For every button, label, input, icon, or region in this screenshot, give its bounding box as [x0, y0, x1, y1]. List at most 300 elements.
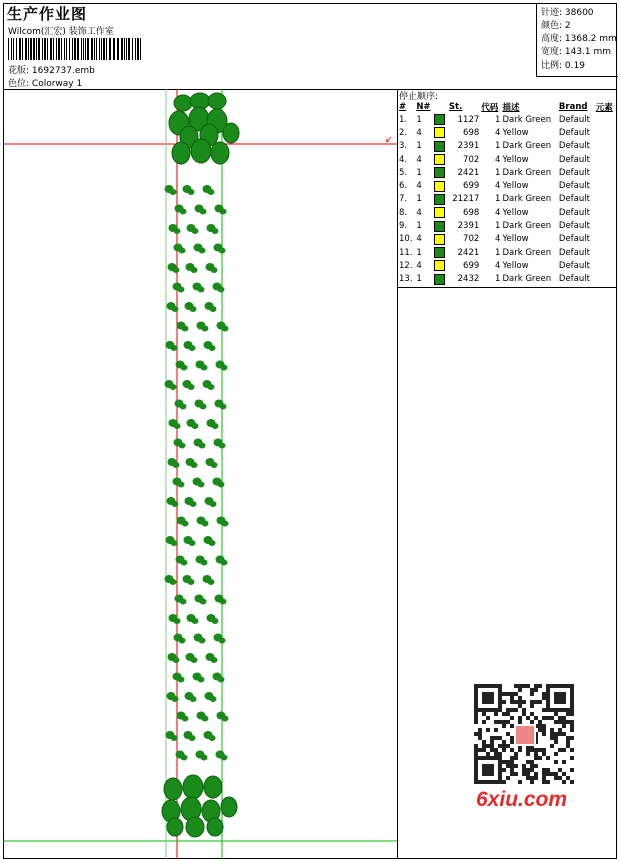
leaf-small — [208, 579, 215, 585]
qr-module — [526, 748, 530, 752]
leaf-small — [181, 755, 188, 761]
barcode-bar — [72, 38, 73, 60]
barcode-bar — [117, 38, 119, 60]
col-index: # — [399, 101, 407, 112]
leaf-large — [204, 776, 222, 798]
qr-module — [502, 724, 506, 728]
design-width: 宽度: 143.1 mm — [541, 47, 612, 57]
leaf-small — [173, 267, 180, 273]
leaf-small — [192, 618, 199, 624]
qr-module — [490, 748, 494, 752]
sequence-row — [398, 273, 616, 286]
qr-module — [534, 700, 538, 704]
qr-module — [510, 724, 514, 728]
qr-module — [502, 748, 506, 752]
seq-element — [595, 219, 616, 232]
qr-module — [566, 720, 570, 724]
qr-module — [558, 720, 562, 724]
colorway-name: Colorway 1 — [31, 79, 83, 89]
qr-module — [522, 768, 526, 772]
qr-module — [554, 712, 558, 716]
barcode — [8, 38, 144, 60]
leaf-small — [180, 209, 187, 215]
qr-module — [554, 760, 558, 764]
qr-module — [546, 772, 550, 776]
color-swatch — [434, 221, 445, 232]
barcode-bar — [74, 38, 76, 60]
leaf-small — [209, 540, 216, 546]
seq-needle: 4 — [416, 207, 422, 218]
leaf-small — [219, 443, 226, 449]
seq-swatch — [433, 219, 447, 232]
barcode-bar — [28, 38, 29, 60]
seq-stitches: 2391 — [457, 221, 480, 232]
qr-module — [506, 764, 510, 768]
seq-code: 1 — [495, 194, 501, 205]
seq-code: 1 — [495, 247, 501, 258]
qr-module — [562, 732, 566, 736]
leaf-small — [219, 638, 226, 644]
seq-index: 1. — [399, 114, 408, 125]
barcode-bar — [109, 38, 111, 60]
qr-module — [510, 756, 514, 760]
seq-element — [595, 153, 616, 166]
seq-stitches: 2391 — [457, 141, 480, 152]
leaf-small — [209, 345, 216, 351]
qr-module — [534, 764, 538, 768]
qr-module — [534, 684, 538, 688]
leaf-small — [212, 423, 219, 429]
qr-module — [510, 700, 514, 704]
seq-stitches: 702 — [463, 234, 480, 245]
leaf-small — [182, 326, 189, 332]
color-swatch — [434, 274, 445, 285]
qr-module — [542, 696, 546, 700]
seq-swatch — [433, 233, 447, 246]
barcode-bar — [56, 38, 57, 60]
seq-brand: Default — [558, 274, 590, 285]
qr-module — [566, 776, 570, 780]
leaf-small — [189, 735, 196, 741]
leaf-small — [220, 209, 227, 215]
qr-module — [538, 756, 542, 760]
leaf-small — [179, 638, 186, 644]
seq-needle: 4 — [416, 260, 422, 271]
qr-module — [506, 776, 510, 780]
leaf-small — [190, 696, 197, 702]
qr-module — [474, 716, 478, 720]
color-swatch — [434, 154, 445, 165]
color-swatch — [434, 114, 445, 125]
qr-module — [558, 776, 562, 780]
qr-module — [530, 704, 534, 708]
qr-module — [558, 732, 562, 736]
qr-module — [542, 728, 546, 732]
barcode-bar — [85, 38, 86, 60]
qr-module — [518, 696, 522, 700]
seq-stitches: 1127 — [457, 114, 480, 125]
leaf-small — [202, 326, 209, 332]
qr-module — [570, 720, 574, 724]
sequence-row — [398, 233, 616, 246]
qr-module — [550, 736, 554, 740]
sequence-row — [398, 126, 616, 139]
seq-stitches: 699 — [463, 260, 480, 271]
qr-finder — [554, 692, 566, 704]
seq-element — [595, 140, 616, 153]
qr-module — [506, 744, 510, 748]
qr-module — [522, 708, 526, 712]
barcode-bar — [13, 38, 14, 60]
qr-module — [482, 744, 486, 748]
qr-module — [542, 752, 546, 756]
qr-module — [510, 768, 514, 772]
leaf-small — [221, 560, 228, 566]
qr-module — [562, 748, 566, 752]
qr-module — [566, 712, 570, 716]
qr-module — [494, 748, 498, 752]
seq-index: 13. — [399, 274, 413, 285]
qr-module — [550, 728, 554, 732]
qr-module — [510, 692, 514, 696]
barcode-bar — [50, 38, 52, 60]
qr-module — [526, 760, 530, 764]
seq-stitches: 21217 — [452, 194, 480, 205]
qr-module — [558, 728, 562, 732]
seq-code: 4 — [495, 181, 501, 192]
seq-stitches: 2421 — [457, 247, 480, 258]
seq-description: Dark Green — [502, 221, 552, 232]
color-swatch — [434, 247, 445, 258]
leaf-small — [209, 735, 216, 741]
qr-module — [550, 772, 554, 776]
qr-module — [510, 708, 514, 712]
qr-module — [498, 736, 502, 740]
barcode-bar — [140, 38, 141, 60]
qr-module — [542, 732, 546, 736]
leaf-small — [179, 443, 186, 449]
sequence-row — [398, 259, 616, 272]
leaf-small — [208, 189, 215, 195]
qr-module — [518, 688, 522, 692]
barcode-bar — [38, 38, 40, 60]
page-title: 生产作业图 — [7, 5, 88, 23]
qr-module — [494, 728, 498, 732]
qr-module — [502, 768, 506, 772]
seq-description: Yellow — [502, 260, 529, 271]
barcode-bar — [30, 38, 32, 60]
qr-module — [562, 716, 566, 720]
seq-element — [595, 246, 616, 259]
seq-needle: 4 — [416, 154, 422, 165]
seq-swatch — [433, 140, 447, 153]
qr-module — [570, 780, 574, 784]
seq-brand: Default — [558, 260, 590, 271]
seq-brand: Default — [558, 181, 590, 192]
seq-description: Dark Green — [502, 247, 552, 258]
seq-brand: Default — [558, 127, 590, 138]
qr-module — [506, 712, 510, 716]
leaf-small — [180, 404, 187, 410]
barcode-bar — [66, 38, 67, 60]
barcode-bar — [135, 38, 136, 60]
seq-brand: Default — [558, 194, 590, 205]
qr-module — [514, 764, 518, 768]
leaf-small — [220, 404, 227, 410]
stitch-count: 针迹: 38600 — [541, 8, 594, 18]
leaf-small — [191, 267, 198, 273]
barcode-bar — [53, 38, 54, 60]
seq-description: Yellow — [502, 154, 529, 165]
qr-module — [538, 720, 542, 724]
seq-swatch — [433, 273, 447, 286]
seq-index: 2. — [399, 127, 408, 138]
color-swatch — [434, 260, 445, 271]
qr-module — [554, 720, 558, 724]
seq-needle: 4 — [416, 181, 422, 192]
seq-index: 7. — [399, 194, 408, 205]
qr-module — [510, 760, 514, 764]
qr-module — [510, 764, 514, 768]
qr-module — [482, 712, 486, 716]
seq-stitches: 698 — [463, 207, 480, 218]
seq-code: 4 — [495, 260, 501, 271]
leaf-large — [164, 778, 182, 800]
leaf-small — [201, 755, 208, 761]
leaf-small — [192, 228, 199, 234]
qr-module — [502, 780, 506, 784]
barcode-bar — [101, 38, 102, 60]
qr-module — [562, 760, 566, 764]
qr-module — [554, 772, 558, 776]
seq-element — [595, 113, 616, 126]
leaf-small — [190, 501, 197, 507]
seq-element — [595, 206, 616, 219]
leaf-large — [191, 139, 211, 163]
qr-module — [474, 720, 478, 724]
leaf-small — [211, 267, 218, 273]
qr-module — [514, 700, 518, 704]
leaf-small — [182, 716, 189, 722]
qr-module — [482, 720, 486, 724]
qr-module — [502, 760, 506, 764]
leaf-small — [179, 248, 186, 254]
seq-swatch — [433, 246, 447, 259]
leaf-small — [222, 326, 229, 332]
qr-module — [490, 740, 494, 744]
seq-needle: 4 — [416, 127, 422, 138]
seq-index: 6. — [399, 181, 408, 192]
leaf-small — [188, 189, 195, 195]
qr-module — [474, 732, 478, 736]
leaf-small — [219, 248, 226, 254]
qr-module — [514, 772, 518, 776]
qr-module — [530, 688, 534, 692]
seq-swatch — [433, 259, 447, 272]
barcode-bar — [64, 38, 65, 60]
leaf-small — [199, 443, 206, 449]
seq-brand: Default — [558, 207, 590, 218]
qr-module — [538, 724, 542, 728]
design-preview — [3, 89, 398, 859]
barcode-bar — [19, 38, 21, 60]
qr-module — [526, 772, 530, 776]
leaf-small — [171, 735, 178, 741]
col-element: 元素 — [595, 102, 613, 113]
seq-stitches: 699 — [463, 181, 480, 192]
sequence-row — [398, 179, 616, 192]
qr-module — [534, 688, 538, 692]
qr-module — [538, 700, 542, 704]
qr-module — [494, 712, 498, 716]
qr-module — [478, 748, 482, 752]
qr-module — [514, 708, 518, 712]
qr-module — [554, 732, 558, 736]
qr-module — [474, 712, 478, 716]
qr-module — [498, 744, 502, 748]
qr-module — [570, 728, 574, 732]
sequence-row — [398, 166, 616, 179]
qr-module — [522, 764, 526, 768]
seq-code: 1 — [495, 221, 501, 232]
qr-module — [542, 708, 546, 712]
header — [3, 3, 617, 90]
leaf-small — [182, 521, 189, 527]
seq-code: 4 — [495, 234, 501, 245]
qr-module — [566, 736, 570, 740]
leaf-small — [190, 306, 197, 312]
qr-module — [546, 716, 550, 720]
leaf-small — [210, 501, 217, 507]
color-swatch — [434, 127, 445, 138]
seq-needle: 1 — [416, 141, 422, 152]
leaf-small — [192, 423, 199, 429]
color-swatch — [434, 141, 445, 152]
qr-module — [570, 724, 574, 728]
sequence-row — [398, 193, 616, 206]
qr-module — [534, 772, 538, 776]
qr-module — [530, 776, 534, 780]
seq-stitches: 702 — [463, 154, 480, 165]
seq-index: 4. — [399, 154, 408, 165]
qr-module — [486, 752, 490, 756]
qr-module — [546, 756, 550, 760]
qr-module — [498, 720, 502, 724]
leaf-small — [198, 287, 205, 293]
seq-description: Yellow — [502, 181, 529, 192]
leaf-small — [178, 482, 185, 488]
barcode-bar — [44, 38, 46, 60]
color-swatch — [434, 234, 445, 245]
qr-module — [562, 772, 566, 776]
watermark-text: 6xiu.com — [476, 788, 568, 811]
qr-module — [542, 692, 546, 696]
leaf-small — [222, 521, 229, 527]
leaf-small — [173, 462, 180, 468]
qr-module — [534, 756, 538, 760]
qr-module — [526, 684, 530, 688]
qr-module — [542, 780, 546, 784]
qr-logo — [516, 726, 534, 744]
leaf-small — [202, 716, 209, 722]
seq-description: Yellow — [502, 234, 529, 245]
seq-element — [595, 233, 616, 246]
barcode-bar — [126, 38, 127, 60]
leaf-small — [172, 306, 179, 312]
qr-module — [474, 744, 478, 748]
sequence-row — [398, 140, 616, 153]
qr-module — [514, 756, 518, 760]
barcode-bar — [77, 38, 79, 60]
qr-module — [538, 684, 542, 688]
qr-module — [562, 724, 566, 728]
qr-module — [526, 776, 530, 780]
qr-module — [518, 780, 522, 784]
leaf-small — [210, 696, 217, 702]
seq-brand: Default — [558, 167, 590, 178]
qr-module — [558, 716, 562, 720]
qr-module — [534, 752, 538, 756]
col-code: 代码 — [481, 102, 499, 113]
seq-code: 1 — [495, 141, 501, 152]
qr-module — [510, 740, 514, 744]
qr-module — [514, 752, 518, 756]
seq-description: Dark Green — [502, 194, 552, 205]
qr-module — [506, 732, 510, 736]
qr-module — [518, 748, 522, 752]
leaf-small — [218, 287, 225, 293]
leaf-small — [199, 248, 206, 254]
leaf-small — [189, 540, 196, 546]
seq-brand: Default — [558, 114, 590, 125]
leaf-large — [167, 818, 183, 836]
qr-module — [522, 772, 526, 776]
qr-module — [530, 700, 534, 704]
barcode-bar — [96, 38, 97, 60]
leaf-small — [221, 365, 228, 371]
seq-description: Dark Green — [502, 141, 552, 152]
seq-index: 8. — [399, 207, 408, 218]
qr-module — [486, 744, 490, 748]
color-swatch — [434, 207, 445, 218]
col-stitches: St. — [448, 101, 463, 112]
sequence-header-row — [398, 100, 616, 113]
qr-module — [510, 748, 514, 752]
qr-module — [522, 700, 526, 704]
qr-module — [542, 724, 546, 728]
leaf-large — [221, 797, 237, 817]
qr-module — [510, 716, 514, 720]
qr-module — [570, 756, 574, 760]
qr-module — [502, 744, 506, 748]
qr-module — [542, 768, 546, 772]
seq-description: Dark Green — [502, 167, 552, 178]
leaf-small — [170, 189, 177, 195]
sequence-row — [398, 246, 616, 259]
qr-module — [570, 768, 574, 772]
leaf-small — [201, 560, 208, 566]
col-needle: N# — [416, 101, 431, 112]
leaf-small — [202, 521, 209, 527]
qr-module — [510, 772, 514, 776]
qr-module — [562, 780, 566, 784]
leaf-small — [198, 677, 205, 683]
qr-module — [510, 736, 514, 740]
qr-module — [522, 684, 526, 688]
leaf-large — [172, 142, 190, 164]
qr-module — [490, 736, 494, 740]
qr-module — [566, 740, 570, 744]
